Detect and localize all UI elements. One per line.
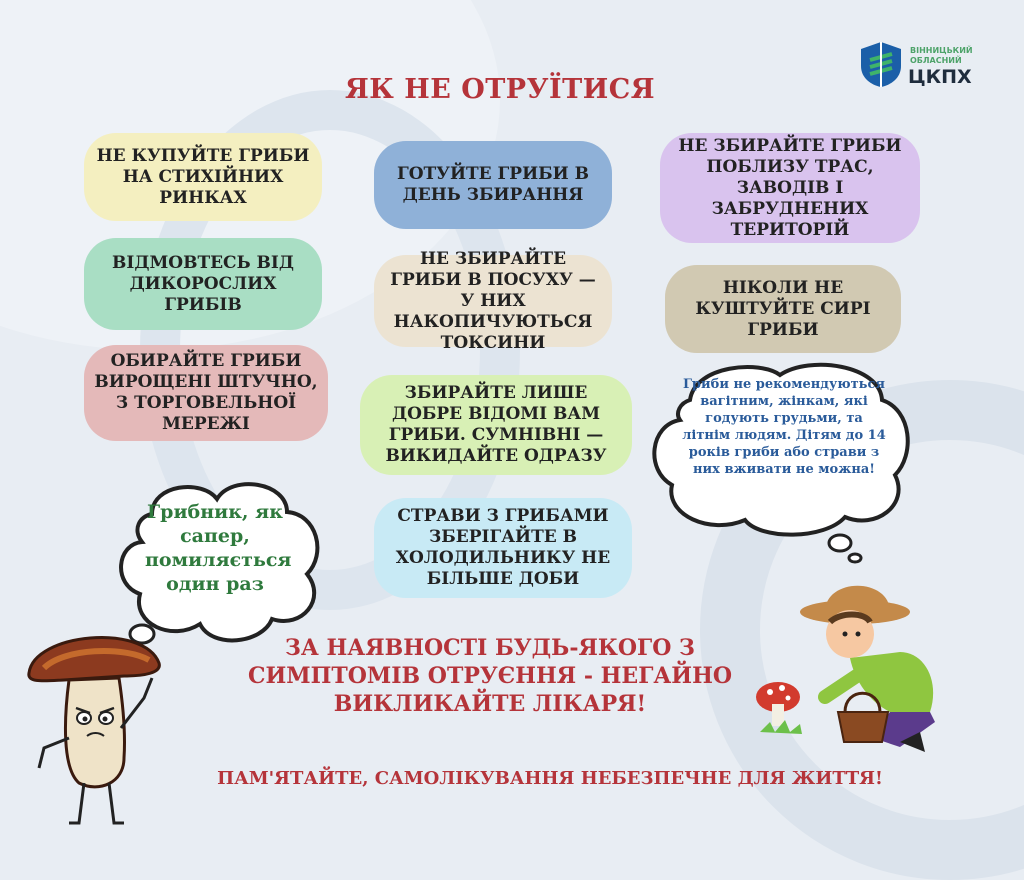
- tip-card: НІКОЛИ НЕ КУШТУЙТЕ СИРІ ГРИБИ: [665, 265, 901, 353]
- warning-text: ЗА НАЯВНОСТІ БУДЬ-ЯКОГО З СИМПТОМІВ ОТРУЄННЯ - НЕГАЙНО ВИКЛИКАЙТЕ ЛІКАРЯ!: [247, 635, 733, 717]
- tip-card: НЕ КУПУЙТЕ ГРИБИ НА СТИХІЙНИХ РИНКАХ: [84, 133, 322, 221]
- org-logo: [858, 40, 978, 90]
- logo-subtitle: ВІННИЦЬКИЙ ОБЛАСНИЙ: [910, 46, 973, 65]
- footer-text: ПАМ'ЯТАЙТЕ, САМОЛІКУВАННЯ НЕБЕЗПЕЧНЕ ДЛЯ ЖИТТЯ!: [217, 768, 883, 789]
- logo-name: ЦКПХ: [908, 66, 972, 88]
- shield-logo-icon: [858, 40, 904, 88]
- tip-card: ГОТУЙТЕ ГРИБИ В ДЕНЬ ЗБИРАННЯ: [374, 141, 612, 229]
- cloud-left-text: Грибник, як сапер, помиляється один раз: [145, 501, 292, 595]
- tip-card: НЕ ЗБИРАЙТЕ ГРИБИ ПОБЛИЗУ ТРАС, ЗАВОДІВ І ЗАБРУДНЕНИХ ТЕРИТОРІЙ: [660, 133, 920, 243]
- mushroom-picker-illustration: [750, 572, 950, 762]
- cloud-right-text: Гриби не рекомендуються вагітним, жінкам, які годують грудьми, та літнім людям. Дітям до 14 років гриби або страви з них вживати не можна!: [682, 377, 886, 477]
- mushroom-character: [24, 618, 174, 828]
- tip-card: ОБИРАЙТЕ ГРИБИ ВИРОЩЕНІ ШТУЧНО, З ТОРГОВЕЛЬНОЇ МЕРЕЖІ: [84, 345, 328, 441]
- tip-card: СТРАВИ З ГРИБАМИ ЗБЕРІГАЙТЕ В ХОЛОДИЛЬНИКУ НЕ БІЛЬШЕ ДОБИ: [374, 498, 632, 598]
- tip-card: ЗБИРАЙТЕ ЛИШЕ ДОБРЕ ВІДОМІ ВАМ ГРИБИ. СУМНІВНІ — ВИКИДАЙТЕ ОДРАЗУ: [360, 375, 632, 475]
- tip-card: ВІДМОВТЕСЬ ВІД ДИКОРОСЛИХ ГРИБІВ: [84, 238, 322, 330]
- tip-card: НЕ ЗБИРАЙТЕ ГРИБИ В ПОСУХУ — У НИХ НАКОПИЧУЮТЬСЯ ТОКСИНИ: [374, 255, 612, 347]
- page-title: ЯК НЕ ОТРУЇТИСЯ: [344, 74, 656, 105]
